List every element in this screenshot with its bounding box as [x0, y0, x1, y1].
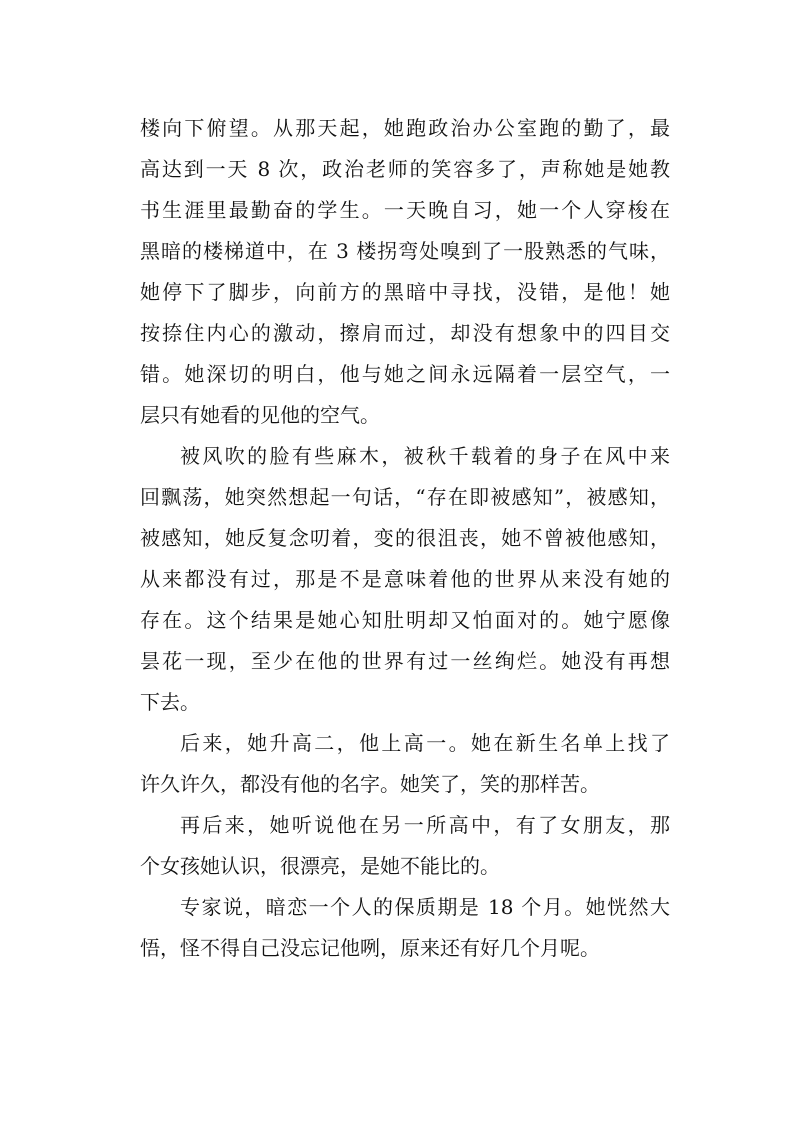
- text-line: 被感知，她反复念叨着，变的很沮丧，她不曾被他感知，: [140, 526, 670, 550]
- text-line: 楼向下俯望。从那天起，她跑政治办公室跑的勤了，最: [140, 116, 670, 140]
- text-line: 昙花一现，至少在他的世界有过一丝绚烂。她没有再想: [140, 649, 670, 673]
- text-line: 她停下了脚步，向前方的黑暗中寻找，没错，是他！她: [140, 280, 670, 304]
- text-line: 错。她深切的明白，他与她之间永远隔着一层空气，一: [140, 362, 670, 386]
- text-line: 悟，怪不得自己没忘记他咧，原来还有好几个月呢。: [140, 936, 600, 960]
- paragraph-first-line: 专家说，暗恋一个人的保质期是 18 个月。她恍然大: [180, 895, 670, 919]
- text-line: 按捺住内心的激动，擦肩而过，却没有想象中的四目交: [140, 321, 670, 345]
- document-body: [140, 108, 670, 969]
- text-line: 高达到一天 8 次，政治老师的笑容多了，声称她是她教: [140, 157, 670, 181]
- paragraph-first-line: 后来，她升高二，他上高一。她在新生名单上找了: [180, 731, 670, 755]
- text-line: 从来都没有过，那是不是意味着他的世界从来没有她的: [140, 567, 670, 591]
- text-line: 黑暗的楼梯道中，在 3 楼拐弯处嗅到了一股熟悉的气味，: [140, 239, 670, 263]
- text-line: 许久许久，都没有他的名字。她笑了，笑的那样苦。: [140, 772, 600, 796]
- text-line: 回飘荡，她突然想起一句话，“存在即被感知”，被感知，: [140, 485, 670, 509]
- text-line: 书生涯里最勤奋的学生。一天晚自习，她一个人穿梭在: [140, 198, 670, 222]
- text-line: 存在。这个结果是她心知肚明却又怕面对的。她宁愿像: [140, 608, 670, 632]
- text-line: 个女孩她认识，很漂亮，是她不能比的。: [140, 854, 500, 878]
- text-line: 下去。: [140, 690, 200, 714]
- text-line: 层只有她看的见他的空气。: [140, 403, 380, 427]
- paragraph-first-line: 被风吹的脸有些麻木，被秋千载着的身子在风中来: [180, 444, 670, 468]
- paragraph-first-line: 再后来，她听说他在另一所高中，有了女朋友，那: [180, 813, 670, 837]
